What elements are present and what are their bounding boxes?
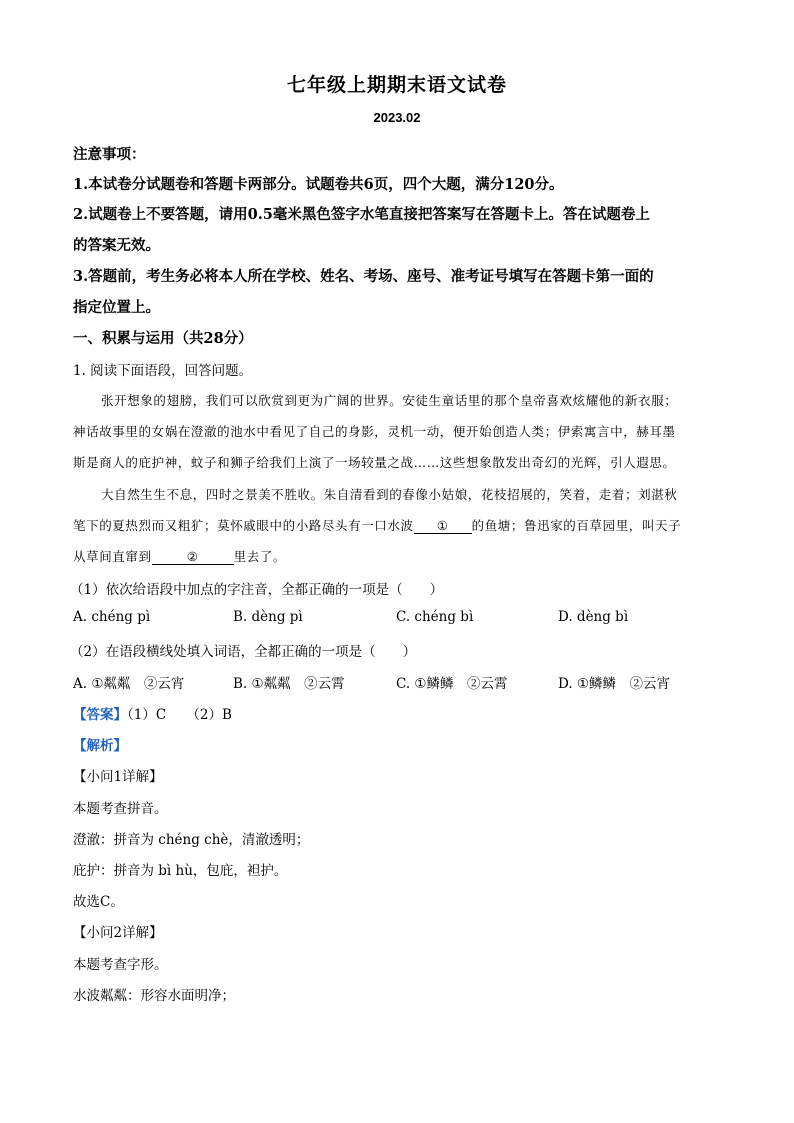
answer-label: 【答案】 [73,707,127,723]
answer-text: （1）C （2）B [127,707,232,723]
passage-text: 的鱼塘；鲁迅家的百草园里，叫天子 [471,518,682,533]
analysis-label: 【解析】 [73,738,127,754]
analysis-sub2-heading: 【小问2详解】 [73,925,163,941]
blank-1: ① [414,518,472,534]
analysis-text: 故选C。 [73,894,124,910]
analysis-text: 本题考查拼音。 [73,801,168,817]
option-b: B. dèng pì [233,609,303,625]
passage-line [73,516,681,534]
page-title: 七年级上期期末语文试卷 [286,74,507,96]
notice-item-3: 3.答题前，考生务必将本人所在学校、姓名、考场、座号、准考证号填写在答题卡第一面的 [73,268,654,285]
analysis-text: 庇护：拼音为 bì hù，包庇，袒护。 [73,863,288,879]
notice-item-2-cont: 的答案无效。 [73,237,160,254]
analysis-text: 澄澈：拼音为 chéng chè，清澈透明； [73,832,310,848]
notice-item-2: 2.试题卷上不要答题，请用0.5毫米黑色签字水笔直接把答案写在答题卡上。答在试题卷上 [73,206,650,223]
option-b: B. ①粼粼 ②云霄 [233,676,345,692]
option-d: D. dèng bì [558,609,629,625]
analysis-text: 本题考查字形。 [73,957,168,973]
passage-line: 张开想象的翅膀，我们可以欣赏到更为广阔的世界。安徒生童话里的那个皇帝喜欢炫耀他的新衣服； [101,393,678,408]
passage-line: 大自然生生不息，四时之景美不胜收。朱自清看到的春像小姑娘，花枝招展的，笑着，走着；刘湛秋 [101,487,678,502]
option-a: A. chéng pì [73,609,151,625]
passage-line: 斯是商人的庇护神，蚊子和狮子给我们上演了一场较量之战……这些想象散发出奇幻的光辉，引人遐思。 [73,455,676,470]
passage-text: 里去了。 [233,549,287,564]
passage-line: 神话故事里的女娲在澄澈的池水中看见了自己的身影，灵机一动，便开始创造人类；伊索寓言中，赫耳墨 [73,424,676,439]
option-d: D. ①鳞鳞 ②云宵 [558,676,671,692]
notice-item-1: 1.本试卷分试题卷和答题卡两部分。试题卷共6页，四个大题，满分120分。 [73,176,564,193]
question-stem: 1. 阅读下面语段，回答问题。 [73,363,253,379]
passage-line [73,547,286,565]
analysis-text: 水波粼粼：形容水面明净； [73,988,235,1004]
sub-question-1: （1）依次给语段中加点的字注音，全都正确的一项是（ ） [70,582,444,598]
blank-2: ② [152,549,234,565]
section-heading: 一、积累与运用（共28分） [73,330,253,347]
notice-item-3-cont: 指定位置上。 [73,299,160,316]
exam-date: 2023.02 [373,110,421,125]
passage-text: 从草间直窜到 [73,549,152,564]
option-a: A. ①粼粼 ②云宵 [73,676,185,692]
notice-heading: 注意事项： [73,146,146,163]
option-c: C. ①鳞鳞 ②云霄 [396,676,508,692]
analysis-sub1-heading: 【小问1详解】 [73,769,163,785]
option-c: C. chéng bì [396,609,474,625]
answer-row [73,703,232,723]
passage-text: 笔下的夏热烈而又粗犷；莫怀戚眼中的小路尽头有一口水波 [73,518,414,533]
sub-question-2: （2）在语段横线处填入词语，全都正确的一项是（ ） [70,644,417,660]
